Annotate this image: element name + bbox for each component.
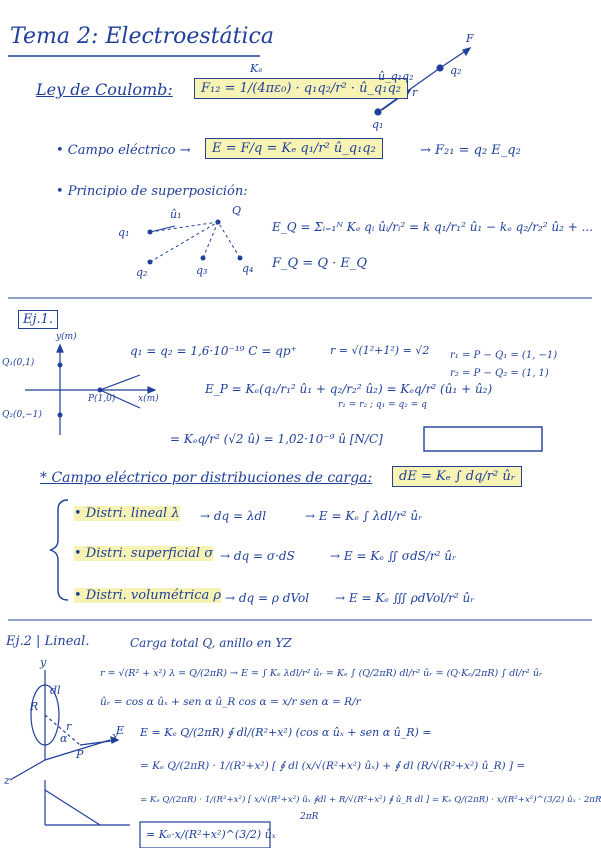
distrib-formula: dE = Kₑ ∫ dq/r² ûᵣ [392,466,522,487]
ej1-p: P(1,0) [88,394,116,404]
distrib-volumetrica-label: • Distri. volumétrica ρ [74,588,222,603]
coulomb-heading: Ley de Coulomb: [36,80,173,99]
ej2-axis-z: z [4,774,10,787]
point-q2: q₂ [136,266,148,279]
ej2-line-5: = Kₑ Q/(2πR) · 1/(R²+x²) [ x/√(R²+x²) ûₓ ∮dl + R/√(R²+x²) ∮ û_R dl ] = Kₑ Q/(2πR) · x/(R²+x²)^(3/2) ûₓ · 2πR [140,795,601,805]
distrib-lineal-label: • Distri. lineal λ [74,506,180,521]
ej2-line-4: = Kₑ Q/(2πR) · 1/(R²+x²) [ ∮ dl (x/√(R²+x²) ûₓ) + ∮ dl (R/√(R²+x²) û_R) ] = [140,760,526,772]
distrib-superficial-e: → E = Kₑ ∬ σdS/r² ûᵣ [330,549,457,563]
distrib-volumetrica-dq: → dq = ρ dVol [225,591,310,605]
ej2-label-alpha: α [60,732,68,745]
ej2-tag: Ej.2 | Lineal. [6,634,90,649]
coulomb-formula: F₁₂ = 1/(4πε₀) · q₁q₂/r² · û_q₁q₂ [194,78,408,99]
point-q1: q₁ [118,226,130,239]
ej2-line-1: r = √(R² + x²) λ = Q/(2πR) → E = ∫ Kₑ λdl/r² ûᵣ = Kₑ ∫ (Q/2πR) dl/r² ûᵣ = (Q·Kₑ/2πR) ∫ dl/r² ûᵣ [100,668,543,679]
campo-result: → F₂₁ = q₂ E_q₂ [420,143,521,158]
superposicion-diagram [150,222,240,262]
ej1-axis-x: x(m) [138,394,159,404]
ej2-label-P: P [76,748,84,761]
point-q3: q₃ [196,264,208,277]
ej2-axis-y: y [40,656,47,669]
ej2-axis-x: x [112,730,119,743]
distrib-brace [50,500,68,600]
ej2-line-2: ûᵣ = cos α ûₓ + sen α û_R cos α = x/r sen α = R/r [100,696,361,708]
superposicion-formula-2: F_Q = Q · E_Q [272,256,368,271]
superposicion-formula-1: E_Q = Σᵢ₌₁ᴺ Kₑ qᵢ ûᵢ/rᵢ² = k q₁/r₁² û₁ − kₑ q₂/r₂² û₂ + ... [272,220,594,234]
ej2-diagram [10,670,130,825]
ej1-axis-y: y(m) [56,332,77,342]
distrib-lineal-e: → E = Kₑ ∫ λdl/r² ûᵣ [305,509,423,523]
ej1-result-box [424,427,542,451]
ej2-label-R: R [30,700,39,713]
superposicion-label: • Principio de superposición: [56,184,248,199]
ej2-label-E: E [116,724,125,737]
ej2-label-r: r [66,720,72,733]
point-Q: Q [232,204,242,217]
ej1-axes [25,345,155,435]
ej2-under: 2πR [300,812,319,822]
distrib-volumetrica-e: → E = Kₑ ∭ ρdVol/r² ûᵣ [335,591,475,605]
ej1-charges: q₁ = q₂ = 1,6·10⁻¹⁹ C = qp⁺ [130,344,297,358]
ej1-r: r = √(1²+1²) = √2 [330,344,430,357]
ej1-vector-2: r₂ = P − Q₂ = (1, 1) [450,368,549,379]
ej1-result: = Kₑq/r² (√2 û) = 1,02·10⁻⁹ û [N/C] [170,432,383,446]
page-title: Tema 2: Electroestática [10,24,274,49]
ej2-final: = Kₑ·x/(R²+x²)^(3/2) ûₓ [146,828,276,841]
ej1-ep: E_P = Kₑ(q₁/r₁² û₁ + q₂/r₂² û₂) = Kₑq/r² (û₁ + û₂) [205,382,493,396]
coulomb-label-q1: q₁ [372,118,384,131]
point-u1: û₁ [170,208,182,221]
ej1-sub: r₁ = r₂ ; q₁ = q₂ = q [338,400,427,410]
campo-formula: E = F/q = Kₑ q₁/r² û_q₁q₂ [205,138,383,159]
ej1-q1: Q₁(0,1) [2,358,35,368]
k-label: Kₑ [250,62,263,75]
distrib-superficial-label: • Distri. superficial σ [74,546,214,561]
coulomb-label-q2: q₂ [450,64,462,77]
coulomb-label-r: r [412,86,418,99]
distrib-lineal-dq: → dq = λdl [200,509,267,523]
campo-label: • Campo eléctrico → [56,143,191,158]
ej1-tag: Ej.1. [18,310,58,329]
ej1-q2: Q₂(0,−1) [2,410,42,420]
distrib-heading: * Campo eléctrico por distribuciones de carga: [40,470,373,486]
distrib-superficial-dq: → dq = σ·dS [220,549,295,563]
ej2-line-3: E = Kₑ Q/(2πR) ∮ dl/(R²+x²) (cos α ûₓ + sen α û_R) = [140,726,432,739]
ej2-desc: Carga total Q, anillo en YZ [130,636,292,650]
coulomb-label-f: F [466,32,474,45]
ej2-label-dl: dl [50,684,61,697]
coulomb-label-u: û_q₁q₂ [378,70,414,83]
point-q4: q₄ [242,262,254,275]
ej1-vector-1: r₁ = P − Q₁ = (1, −1) [450,350,558,361]
